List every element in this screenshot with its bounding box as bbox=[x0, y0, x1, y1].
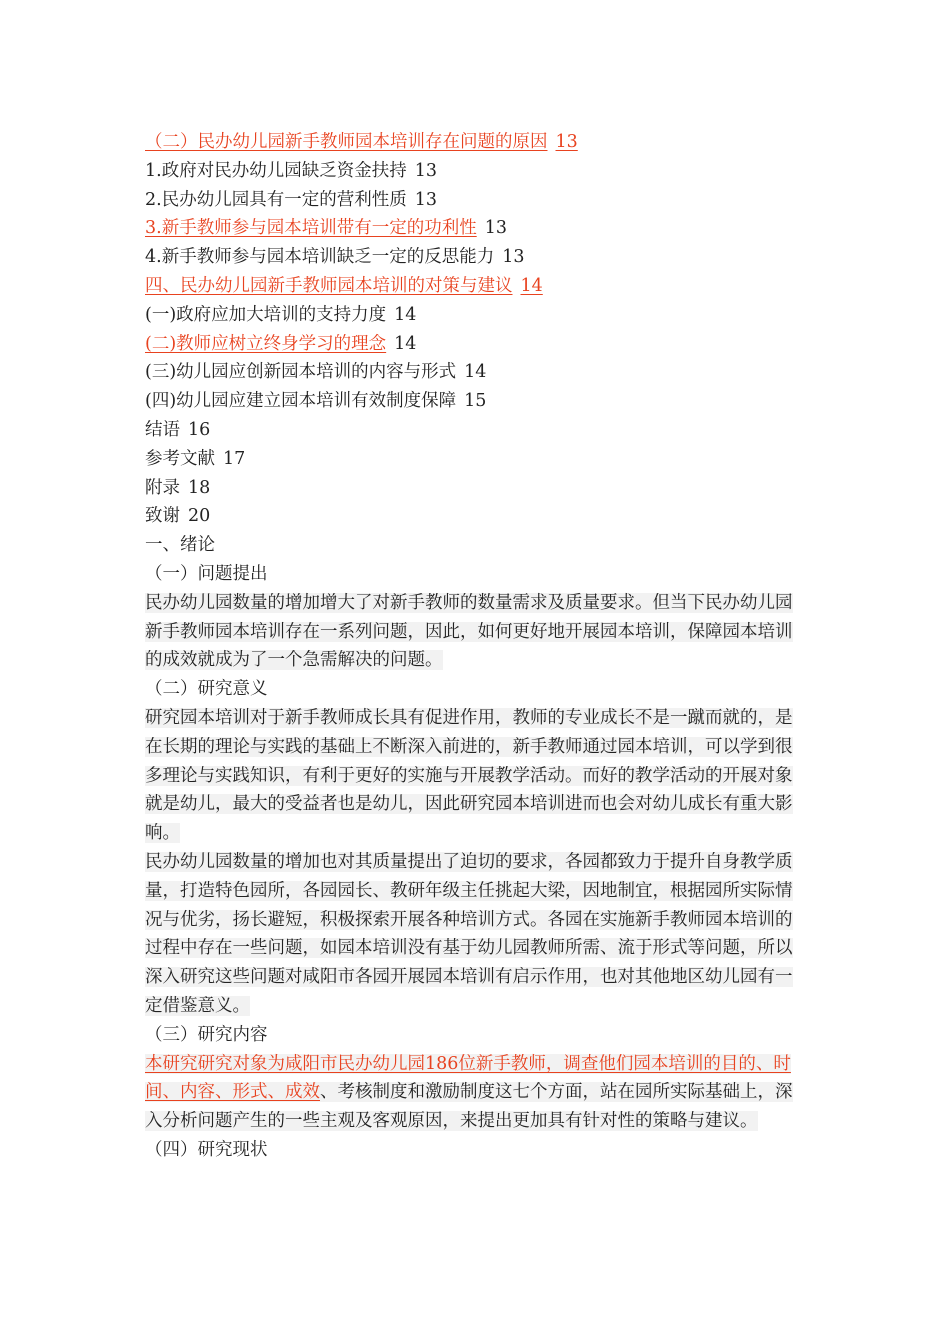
paragraph-problem: 民办幼儿园数量的增加增大了对新手教师的数量需求及质量要求。但当下民办幼儿园新手教师园本培训存在一系列问题，因此，如何更好地开展园本培训，保障园本培训的成效就成为了一个急需解决的问题。 bbox=[145, 592, 793, 671]
toc-entry-title: 附录 bbox=[145, 477, 180, 498]
toc-entry-page: 14 bbox=[394, 333, 417, 354]
toc-entry-title: (四)幼儿园应建立园本培训有效制度保障 bbox=[145, 391, 457, 412]
paragraph-meaning-2: 民办幼儿园数量的增加也对其质量提出了迫切的要求，各园都致力于提升自身教学质量，打造特色园所，各园园长、教研年级主任挑起大梁，因地制宜，根据园所实际情况与优劣，扬长避短，积极探索开展各种培训方式。各园在实施新手教师园本培训的过程中存在一些问题，如园本培训没有基于幼儿园教师所需、流于形式等问题，所以深入研究这些问题对咸阳市各园开展园本培训有启示作用，也对其他地区幼儿园有一定借鉴意义。 bbox=[145, 851, 793, 1016]
toc-entry[interactable] bbox=[145, 157, 805, 186]
toc-entry-title: (三)幼儿园应创新园本培训的内容与形式 bbox=[145, 362, 457, 383]
toc-entry[interactable] bbox=[145, 214, 805, 243]
toc-entry-title: 结语 bbox=[145, 419, 180, 440]
heading-problem: （一）问题提出 bbox=[145, 563, 268, 584]
paragraph-text: 、考核制度和激励制度这七个方面，站在园所实际基础上，深入分析问题产生的一些主观及客观原因，来提出更加具有针对性的策略与建议。 bbox=[145, 1082, 793, 1132]
toc-entry-page: 13 bbox=[414, 189, 437, 210]
toc-entry[interactable] bbox=[145, 474, 805, 503]
toc-entry[interactable] bbox=[145, 243, 805, 272]
paragraph-meaning-1: 研究园本培训对于新手教师成长具有促进作用，教师的专业成长不是一蹴而就的，是在长期的理论与实践的基础上不断深入前进的，新手教师通过园本培训，可以学到很多理论与实践知识，有利于更好的实施与开展教学活动。而好的教学活动的开展对象就是幼儿，最大的受益者也是幼儿，因此研究园本培训进而也会对幼儿成长有重大影响。 bbox=[145, 707, 793, 844]
toc-entry-title: 致谢 bbox=[145, 506, 180, 527]
toc-entry-page: 18 bbox=[188, 477, 211, 498]
toc-entry-page: 20 bbox=[188, 506, 211, 527]
toc-entry-page: 14 bbox=[520, 275, 543, 296]
table-of-contents bbox=[145, 128, 805, 531]
toc-entry[interactable] bbox=[145, 387, 805, 416]
toc-entry-page: 13 bbox=[414, 160, 437, 181]
toc-entry[interactable] bbox=[145, 358, 805, 387]
heading-introduction: 一、绪论 bbox=[145, 535, 215, 556]
heading-meaning: （二）研究意义 bbox=[145, 679, 268, 700]
toc-entry-title: 四、民办幼儿园新手教师园本培训的对策与建议 bbox=[145, 275, 513, 296]
toc-entry-page: 16 bbox=[188, 419, 211, 440]
toc-entry-title: （二）民办幼儿园新手教师园本培训存在问题的原因 bbox=[145, 132, 548, 152]
toc-entry[interactable] bbox=[145, 272, 805, 301]
toc-entry[interactable] bbox=[145, 330, 805, 359]
document-page bbox=[145, 128, 805, 1165]
toc-entry-page: 13 bbox=[484, 218, 507, 239]
toc-entry[interactable] bbox=[145, 502, 805, 531]
toc-entry[interactable] bbox=[145, 128, 805, 157]
toc-entry-page: 13 bbox=[502, 247, 525, 268]
toc-entry-page: 14 bbox=[464, 362, 487, 383]
toc-entry-page: 13 bbox=[555, 132, 578, 152]
toc-entry[interactable] bbox=[145, 186, 805, 215]
toc-entry-title: 参考文献 bbox=[145, 448, 215, 469]
toc-entry-page: 14 bbox=[394, 304, 417, 325]
toc-entry-page: 15 bbox=[464, 391, 487, 412]
heading-status: （四）研究现状 bbox=[145, 1139, 268, 1160]
toc-entry-title: 2.民办幼儿园具有一定的营利性质 bbox=[145, 189, 407, 210]
toc-entry-title: 3.新手教师参与园本培训带有一定的功利性 bbox=[145, 218, 477, 239]
highlighted-text: 本研究研究对象为咸阳市民办幼儿园186位新手教师，调查他们园本培训的目的、时间、内容、形式、成效 bbox=[145, 1053, 791, 1103]
heading-content: （三）研究内容 bbox=[145, 1024, 268, 1045]
toc-entry-page: 17 bbox=[223, 448, 246, 469]
toc-entry[interactable] bbox=[145, 416, 805, 445]
toc-entry[interactable] bbox=[145, 301, 805, 330]
toc-entry-title: 4.新手教师参与园本培训缺乏一定的反思能力 bbox=[145, 247, 495, 268]
toc-entry-title: (一)政府应加大培训的支持力度 bbox=[145, 304, 387, 325]
toc-entry[interactable] bbox=[145, 445, 805, 474]
paragraph-content bbox=[145, 1050, 805, 1136]
toc-entry-title: (二)教师应树立终身学习的理念 bbox=[145, 333, 387, 354]
toc-entry-title: 1.政府对民办幼儿园缺乏资金扶持 bbox=[145, 160, 407, 181]
